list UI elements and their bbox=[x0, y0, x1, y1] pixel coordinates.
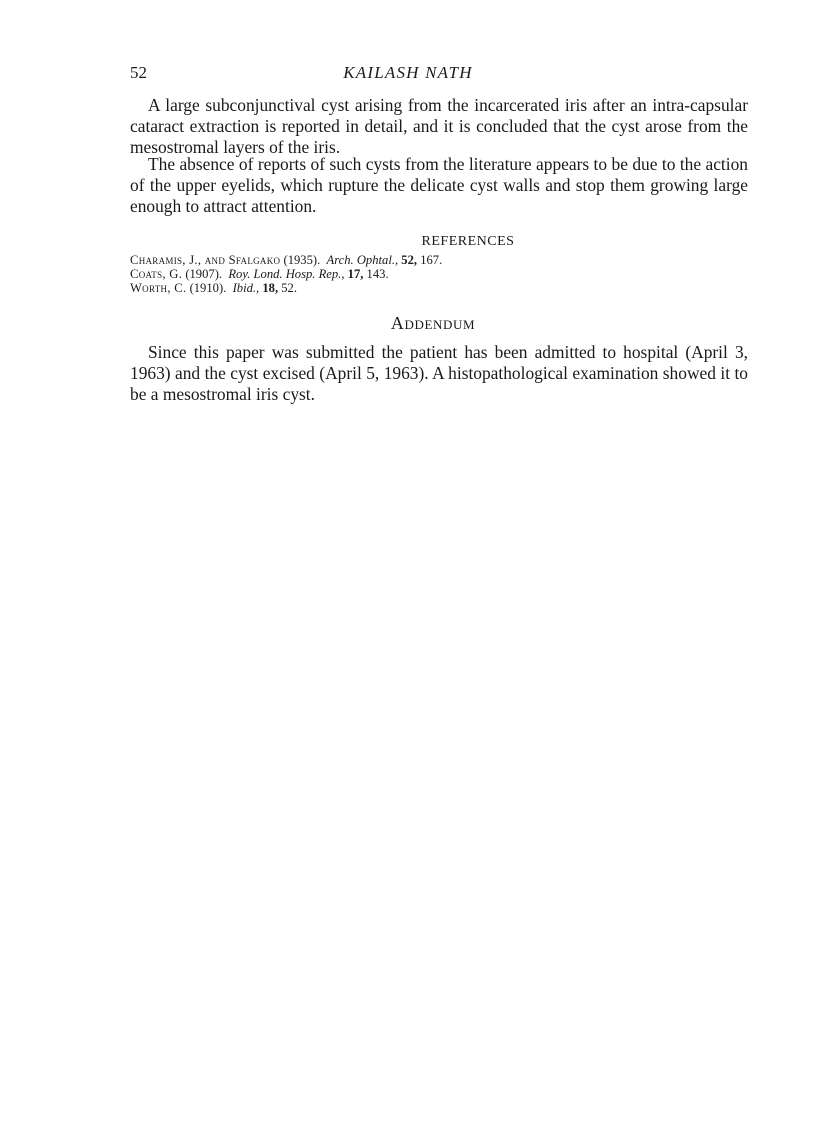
reference-item bbox=[130, 267, 748, 281]
reference-authors: Coats, G. bbox=[130, 267, 183, 281]
reference-page: 52. bbox=[281, 281, 297, 295]
reference-list bbox=[130, 253, 748, 295]
reference-page: 167. bbox=[420, 253, 443, 267]
addendum-paragraph: Since this paper was submitted the patient has been admitted to hospital (April 3, 1963) and the cyst excised (April 5, 1963). A histopathological examination showed it to be a mesostromal iris cyst. bbox=[130, 342, 748, 404]
running-title: KAILASH NATH bbox=[343, 63, 473, 82]
reference-authors: Charamis, J., and Sfalgako bbox=[130, 253, 281, 267]
addendum-heading: Addendum bbox=[390, 313, 476, 333]
reference-year: (1935). bbox=[283, 253, 321, 267]
reference-page: 143. bbox=[366, 267, 389, 281]
reference-volume: 18, bbox=[262, 281, 279, 295]
reference-volume: 52, bbox=[401, 253, 418, 267]
summary-paragraph-2: The absence of reports of such cysts from the literature appears to be due to the action of the upper eyelids, which rupture the delicate cyst walls and stop them growing large enough to attract attention. bbox=[130, 154, 748, 216]
reference-volume: 17, bbox=[347, 267, 364, 281]
reference-authors: Worth, C. bbox=[130, 281, 187, 295]
reference-year: (1907). bbox=[185, 267, 223, 281]
reference-year: (1910). bbox=[189, 281, 227, 295]
reference-journal: Ibid., bbox=[232, 281, 260, 295]
running-head bbox=[130, 63, 686, 85]
summary-paragraph-1: A large subconjunctival cyst arising from the incarcerated iris after an intra-capsular cataract extraction is reported in detail, and it is concluded that the cyst arose from the mesostromal layers of the iris. bbox=[130, 95, 748, 157]
references-heading: REFERENCES bbox=[421, 234, 515, 249]
page-number: 52 bbox=[130, 63, 147, 82]
reference-journal: Roy. Lond. Hosp. Rep., bbox=[228, 267, 345, 281]
reference-item bbox=[130, 281, 748, 295]
reference-journal: Arch. Ophtal., bbox=[326, 253, 399, 267]
reference-item bbox=[130, 253, 748, 267]
